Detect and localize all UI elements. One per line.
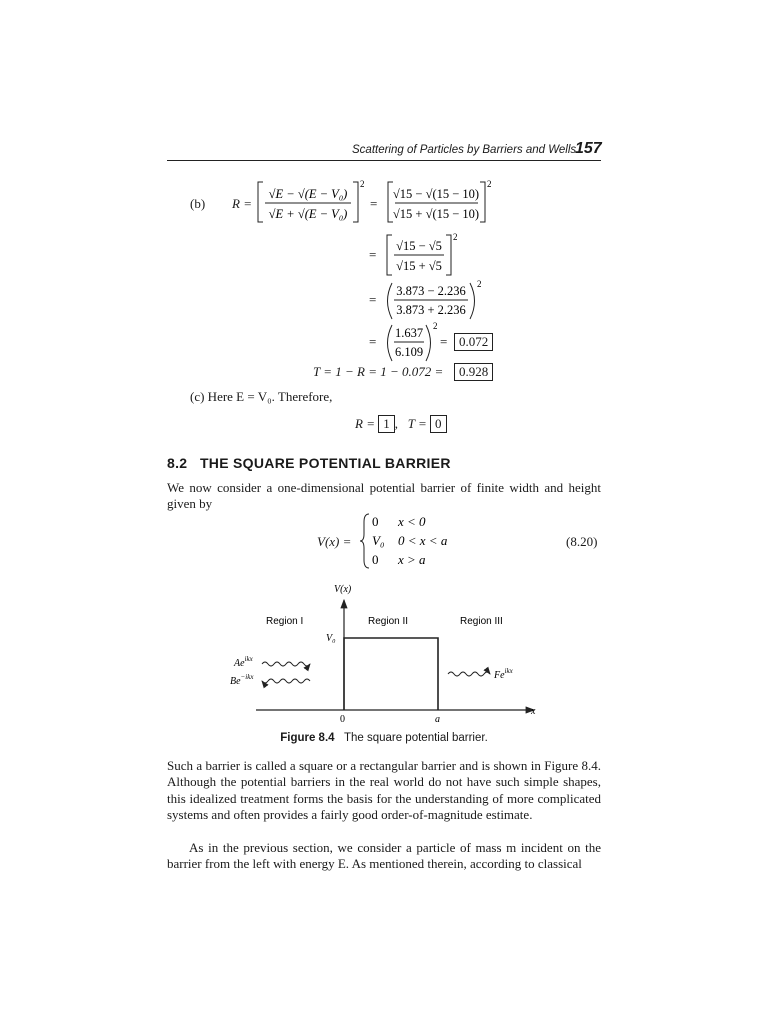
transmitted-wave (448, 672, 490, 676)
part-c-text: (c) Here E = V₀. Therefore, (190, 389, 333, 404)
part-c-result: R = 1 , T = 0 (355, 415, 447, 433)
intro-paragraph: We now consider a one-dimensional potential barrier of finite width and height given by (167, 480, 601, 512)
barrier-shape (344, 638, 438, 710)
paragraph-2: As in the previous section, we consider a particle of mass m incident on the barrier from the left with energy E. As mentioned therein, according to classical (167, 840, 601, 872)
eq5-denominator: 6.109 (394, 345, 424, 359)
equation-number: (8.20) (566, 534, 598, 549)
case-2-condition: 0 < x < a (398, 533, 448, 548)
potential-lhs: V(x) = (317, 534, 352, 549)
r-lhs: R = (232, 196, 252, 211)
case-1-condition: x < 0 (398, 514, 426, 529)
reflected-wave-label: $Be^{-ikx}$ (230, 673, 254, 687)
caption-label: Figure 8.4 (280, 732, 335, 744)
page-number: 157 (575, 140, 602, 157)
section-number: 8.2 (167, 455, 188, 471)
case-3-condition: x > a (398, 552, 426, 567)
equation-line-1 (255, 178, 515, 228)
eq5-equals: = (369, 334, 377, 349)
eq4-equals: = (369, 292, 377, 307)
y-axis-label: V(x) (334, 584, 352, 595)
region-2-label: Region II (368, 616, 409, 627)
width-label: a (435, 714, 440, 725)
running-title: Scattering of Particles by Barriers and Wells (352, 144, 577, 156)
origin-label: 0 (340, 714, 345, 725)
figure-square-barrier (220, 578, 550, 726)
case-3-value: 0 (372, 552, 379, 567)
incident-wave-label: $Ae^{ikx}$ (234, 655, 253, 669)
eq5-exponent: 2 (433, 322, 438, 331)
equation-line-3 (366, 280, 486, 322)
eq2-numerator: √15 − √(15 − 10) (392, 187, 480, 201)
equation-line-2 (366, 232, 476, 278)
caption-text: The square potential barrier. (343, 732, 488, 744)
paragraph-1: Such a barrier is called a square or a rectangular barrier and is shown in Figure 8.4. Although the potential barriers in the real world do not have such simple shapes, this idealized treatment forms the basis for the understanding of more complicated systems and often provides a fairly good order-of-magnitude estimate. (167, 758, 601, 823)
incident-wave (262, 662, 310, 666)
eq1-equals: = (370, 196, 378, 211)
case-2-value: V₀ (372, 533, 385, 548)
region-1-label: Region I (266, 616, 304, 627)
eq2-denominator: √15 + √(15 − 10) (392, 207, 480, 221)
eq3-denominator: √15 + √5 (396, 259, 442, 273)
transmitted-wave-label: $Fe^{ikx}$ (494, 667, 513, 681)
t-result: 0.928 (454, 363, 493, 381)
eq3-equals: = (369, 247, 377, 262)
potential-cases (360, 510, 460, 572)
section-title: THE SQUARE POTENTIAL BARRIER (199, 455, 451, 471)
eq3-numerator: √15 − √5 (396, 239, 442, 253)
t-line: T = 1 − R = 1 − 0.072 = (313, 364, 444, 379)
part-b-label: (b) (190, 196, 206, 211)
eq3-exponent: 2 (453, 232, 458, 242)
reflected-wave (262, 679, 310, 683)
r-result: 0.072 (454, 333, 493, 351)
height-label: V₀ (326, 633, 336, 644)
eq1-numerator: √E − √(E − V₀) (268, 187, 348, 201)
eq4-numerator: 3.873 − 2.236 (396, 284, 466, 298)
eq5-numerator: 1.637 (394, 326, 424, 340)
eq2-exponent: 2 (487, 179, 492, 189)
case-1-value: 0 (372, 514, 379, 529)
x-axis-label: x (531, 706, 536, 717)
equation-line-4 (366, 322, 456, 364)
region-3-label: Region III (460, 616, 503, 627)
header-rule (167, 160, 601, 161)
eq5-equals-2: = (440, 334, 448, 349)
figure-caption (167, 732, 601, 744)
eq1-exponent: 2 (360, 179, 365, 189)
eq4-denominator: 3.873 + 2.236 (396, 303, 466, 317)
eq1-denominator: √E + √(E − V₀) (268, 207, 348, 221)
eq4-exponent: 2 (477, 280, 482, 289)
section-heading (167, 455, 451, 471)
